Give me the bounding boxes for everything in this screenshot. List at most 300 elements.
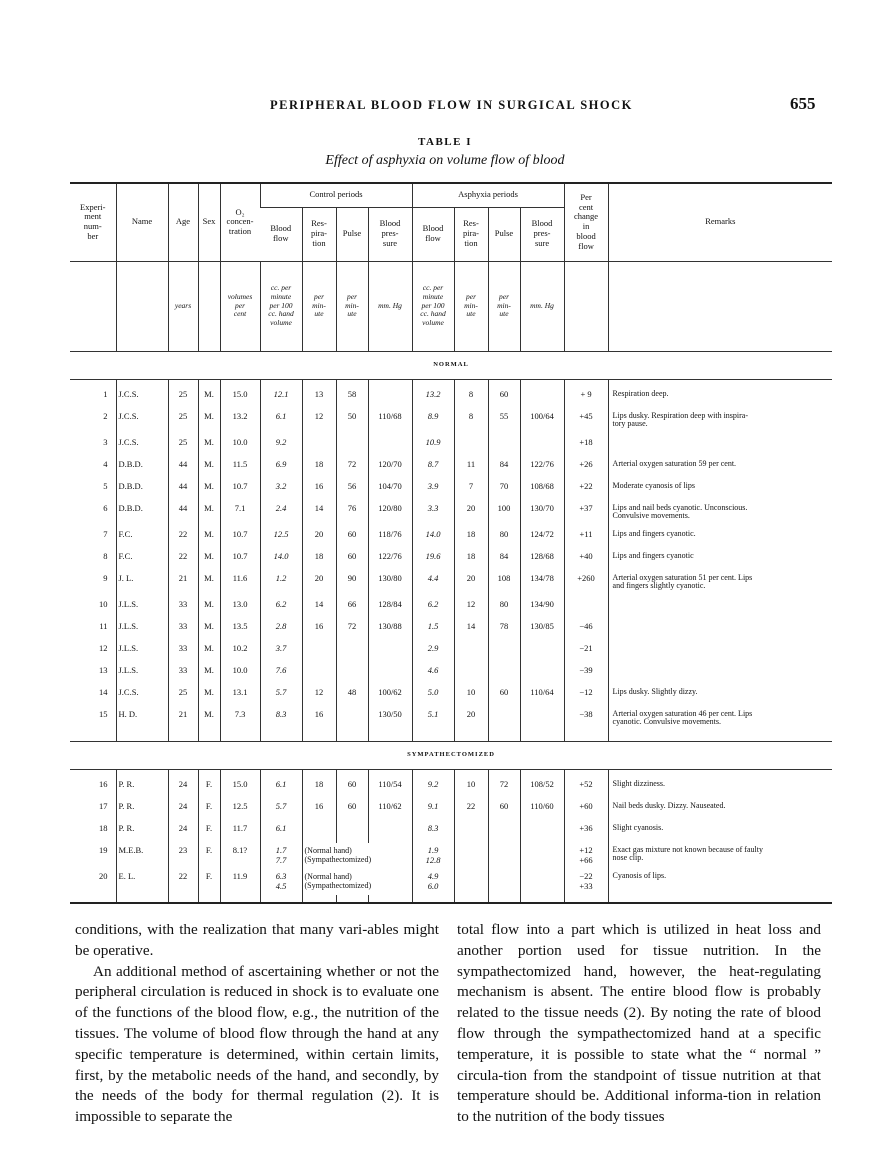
age: 22 [168, 549, 198, 571]
table-row [70, 843, 832, 869]
control-respiration: 18 [302, 457, 336, 479]
spacer [116, 895, 168, 903]
table-row [70, 597, 832, 619]
table-row [70, 387, 832, 409]
subject-name: J.L.S. [116, 641, 168, 663]
control-bp: 130/88 [368, 619, 412, 641]
asphyxia-respiration: 18 [454, 527, 488, 549]
control-respiration: 16 [302, 619, 336, 641]
asphyxia-flow: 3.9 [412, 479, 454, 501]
spacer [520, 895, 564, 903]
unit-age: years [168, 261, 198, 351]
data-table [70, 182, 832, 904]
remarks: Arterial oxygen saturation 51 per cent. Lips and fingers slightly cyanotic. [608, 571, 832, 597]
asphyxia-bp: 130/85 [520, 619, 564, 641]
o2-concentration: 11.6 [220, 571, 260, 597]
asphyxia-pulse: 60 [488, 387, 520, 409]
section-normal [70, 351, 832, 741]
spacer [336, 733, 368, 741]
control-bp: 120/70 [368, 457, 412, 479]
unit-empty [70, 261, 116, 351]
control-flow: 14.0 [260, 549, 302, 571]
body-left-column [75, 920, 439, 1128]
sex: M. [198, 707, 220, 733]
spacer [488, 379, 520, 387]
control-flow: 8.3 [260, 707, 302, 733]
asphyxia-bp: 100/64 [520, 409, 564, 435]
asphyxia-flow: 13.2 [412, 387, 454, 409]
exp-number: 4 [103, 459, 108, 469]
spacer [488, 769, 520, 777]
asphyxia-flow: 8.3 [412, 821, 454, 843]
table-row [70, 685, 832, 707]
asphyxia-bp [520, 821, 564, 843]
sex: F. [198, 843, 220, 869]
exp-number: 17 [99, 801, 108, 811]
age: 44 [168, 479, 198, 501]
age: 33 [168, 641, 198, 663]
table-row [70, 799, 832, 821]
spacer [520, 769, 564, 777]
remarks: Lips and fingers cyanotic. [608, 527, 832, 549]
spacer [168, 733, 198, 741]
percent-change: +260 [564, 571, 608, 597]
running-head: PERIPHERAL BLOOD FLOW IN SURGICAL SHOCK [270, 98, 633, 112]
asphyxia-respiration: 20 [454, 571, 488, 597]
exp-number: 1 [103, 389, 108, 399]
subject-name: J.C.S. [116, 435, 168, 457]
spacer [336, 769, 368, 777]
header-control-resp: Res- pira- tion [302, 207, 336, 261]
age: 22 [168, 527, 198, 549]
control-flow: 6.3 4.5 [260, 869, 302, 895]
asphyxia-respiration: 14 [454, 619, 488, 641]
subject-name: J. L. [116, 571, 168, 597]
subject-name: J.L.S. [116, 663, 168, 685]
asphyxia-pulse: 55 [488, 409, 520, 435]
table-row [70, 869, 832, 895]
subject-name: J.C.S. [116, 409, 168, 435]
table-row [70, 457, 832, 479]
spacer [260, 895, 302, 903]
remarks: Respiration deep. [608, 387, 832, 409]
sex: F. [198, 777, 220, 799]
header-sex: Sex [198, 183, 220, 261]
control-bp [368, 387, 412, 409]
control-respiration: 18 [302, 549, 336, 571]
exp-number: 11 [99, 621, 108, 631]
asphyxia-flow: 5.0 [412, 685, 454, 707]
exp-number: 8 [103, 551, 108, 561]
unit-o2: volumes per cent [220, 261, 260, 351]
o2-concentration: 13.1 [220, 685, 260, 707]
control-respiration: 16 [302, 479, 336, 501]
o2-concentration: 15.0 [220, 387, 260, 409]
asphyxia-respiration: 8 [454, 387, 488, 409]
asphyxia-pulse [488, 843, 520, 869]
spacer [564, 895, 608, 903]
spacer [608, 379, 832, 387]
asphyxia-flow: 2.9 [412, 641, 454, 663]
percent-change: +40 [564, 549, 608, 571]
asphyxia-bp: 130/70 [520, 501, 564, 527]
percent-change [564, 597, 608, 619]
header-asphyxia-pulse: Pulse [488, 207, 520, 261]
asphyxia-bp [520, 869, 564, 895]
subject-name: J.L.S. [116, 619, 168, 641]
age: 25 [168, 387, 198, 409]
control-bp: 122/76 [368, 549, 412, 571]
asphyxia-respiration [454, 663, 488, 685]
control-flow: 3.2 [260, 479, 302, 501]
asphyxia-pulse [488, 435, 520, 457]
exp-number: 16 [99, 779, 108, 789]
subject-name: M.E.B. [116, 843, 168, 869]
control-respiration: 14 [302, 597, 336, 619]
spacer [412, 379, 454, 387]
control-respiration: 12 [302, 685, 336, 707]
header-o2: O₂ concen- tration [220, 183, 260, 261]
asphyxia-flow: 3.3 [412, 501, 454, 527]
spacer [336, 379, 368, 387]
age: 23 [168, 843, 198, 869]
subject-name: F.C. [116, 549, 168, 571]
age: 44 [168, 501, 198, 527]
percent-change: +52 [564, 777, 608, 799]
table-row [70, 619, 832, 641]
remarks: Arterial oxygen saturation 59 per cent. [608, 457, 832, 479]
o2-concentration: 7.1 [220, 501, 260, 527]
control-pulse [336, 435, 368, 457]
exp-number: 3 [103, 437, 108, 447]
spacer [70, 895, 116, 903]
asphyxia-flow: 6.2 [412, 597, 454, 619]
remarks [608, 435, 832, 457]
spacer [116, 379, 168, 387]
spacer [488, 733, 520, 741]
control-flow: 6.2 [260, 597, 302, 619]
subject-name: D.B.D. [116, 501, 168, 527]
spacer [116, 769, 168, 777]
exp-number: 19 [99, 845, 108, 855]
age: 22 [168, 869, 198, 895]
remarks [608, 619, 832, 641]
spacer [454, 769, 488, 777]
table-row [70, 663, 832, 685]
remarks [608, 663, 832, 685]
asphyxia-pulse: 72 [488, 777, 520, 799]
asphyxia-flow: 14.0 [412, 527, 454, 549]
asphyxia-pulse: 80 [488, 597, 520, 619]
exp-number: 6 [103, 503, 108, 513]
asphyxia-respiration: 10 [454, 685, 488, 707]
unit-asphyxia-pulse: per min- ute [488, 261, 520, 351]
asphyxia-bp [520, 435, 564, 457]
remarks: Slight cyanosis. [608, 821, 832, 843]
control-pulse: 60 [336, 549, 368, 571]
asphyxia-bp [520, 387, 564, 409]
spacer [368, 895, 412, 903]
percent-change: +26 [564, 457, 608, 479]
asphyxia-respiration [454, 641, 488, 663]
asphyxia-flow: 5.1 [412, 707, 454, 733]
header-name: Name [116, 183, 168, 261]
header-asphyxia-bp: Blood pres- sure [520, 207, 564, 261]
sex: M. [198, 387, 220, 409]
asphyxia-bp [520, 663, 564, 685]
age: 24 [168, 821, 198, 843]
control-flow: 6.9 [260, 457, 302, 479]
exp-number: 5 [103, 481, 108, 491]
control-flow: 9.2 [260, 435, 302, 457]
asphyxia-respiration: 20 [454, 707, 488, 733]
body-right-column [457, 920, 821, 1128]
control-pulse [336, 641, 368, 663]
table-row [70, 409, 832, 435]
control-flow: 5.7 [260, 685, 302, 707]
spacer [454, 733, 488, 741]
percent-change: −38 [564, 707, 608, 733]
spacer [488, 895, 520, 903]
sex: M. [198, 409, 220, 435]
subject-name: J.C.S. [116, 387, 168, 409]
asphyxia-pulse: 84 [488, 457, 520, 479]
subject-name: H. D. [116, 707, 168, 733]
spacer [168, 769, 198, 777]
remarks: Arterial oxygen saturation 46 per cent. Lips cyanotic. Convulsive movements. [608, 707, 832, 733]
unit-empty [608, 261, 832, 351]
percent-change: +37 [564, 501, 608, 527]
spacer [260, 379, 302, 387]
asphyxia-pulse [488, 821, 520, 843]
age: 21 [168, 707, 198, 733]
age: 44 [168, 457, 198, 479]
table-label: TABLE I [417, 136, 472, 148]
control-respiration: 13 [302, 387, 336, 409]
header-asphyxia-flow: Blood flow [412, 207, 454, 261]
header-control-bp: Blood pres- sure [368, 207, 412, 261]
remarks: Lips dusky. Respiration deep with inspira- tory pause. [608, 409, 832, 435]
age: 24 [168, 799, 198, 821]
control-flow: 12.1 [260, 387, 302, 409]
asphyxia-pulse: 60 [488, 685, 520, 707]
control-flow: 6.1 [260, 409, 302, 435]
asphyxia-respiration [454, 869, 488, 895]
control-respiration: (Normal hand) (Sympathectomized) [302, 869, 412, 895]
asphyxia-pulse [488, 707, 520, 733]
sex: M. [198, 527, 220, 549]
percent-change: + 9 [564, 387, 608, 409]
control-bp: 100/62 [368, 685, 412, 707]
subject-name: F.C. [116, 527, 168, 549]
unit-control-resp: per min- ute [302, 261, 336, 351]
asphyxia-respiration: 20 [454, 501, 488, 527]
header-control-pulse: Pulse [336, 207, 368, 261]
table-row [70, 777, 832, 799]
subject-name: P. R. [116, 777, 168, 799]
header-control-flow: Blood flow [270, 223, 292, 243]
asphyxia-pulse: 80 [488, 527, 520, 549]
unit-control-pulse: per min- ute [336, 261, 368, 351]
asphyxia-bp: 110/60 [520, 799, 564, 821]
table-row [70, 527, 832, 549]
spacer [260, 733, 302, 741]
sex: M. [198, 549, 220, 571]
asphyxia-bp: 128/68 [520, 549, 564, 571]
o2-concentration: 13.2 [220, 409, 260, 435]
control-bp: 128/84 [368, 597, 412, 619]
percent-change: −22 +33 [564, 869, 608, 895]
o2-concentration: 10.7 [220, 479, 260, 501]
sex: M. [198, 685, 220, 707]
percent-change: −12 [564, 685, 608, 707]
spacer [70, 379, 116, 387]
control-flow: 1.7 7.7 [260, 843, 302, 869]
control-pulse: 72 [336, 457, 368, 479]
percent-change: +22 [564, 479, 608, 501]
control-bp [368, 663, 412, 685]
spacer [412, 733, 454, 741]
asphyxia-pulse [488, 641, 520, 663]
control-pulse: 56 [336, 479, 368, 501]
o2-concentration: 10.7 [220, 549, 260, 571]
spacer [70, 769, 116, 777]
remarks: Cyanosis of lips. [608, 869, 832, 895]
control-flow: 2.4 [260, 501, 302, 527]
unit-empty [198, 261, 220, 351]
control-respiration [302, 641, 336, 663]
header-age: Age [168, 183, 198, 261]
percent-change: −46 [564, 619, 608, 641]
percent-change: +45 [564, 409, 608, 435]
control-flow: 6.1 [260, 777, 302, 799]
o2-concentration: 10.0 [220, 435, 260, 457]
subject-name: D.B.D. [116, 479, 168, 501]
spacer [608, 769, 832, 777]
asphyxia-bp: 124/72 [520, 527, 564, 549]
o2-concentration: 13.5 [220, 619, 260, 641]
sex: M. [198, 479, 220, 501]
spacer [302, 895, 336, 903]
control-bp: 130/80 [368, 571, 412, 597]
control-bp: 110/62 [368, 799, 412, 821]
control-pulse: 60 [336, 799, 368, 821]
section-sympathectomized [70, 741, 832, 903]
sex: M. [198, 571, 220, 597]
control-bp [368, 821, 412, 843]
unit-empty [116, 261, 168, 351]
sex: M. [198, 597, 220, 619]
spacer [520, 379, 564, 387]
asphyxia-respiration [454, 843, 488, 869]
asphyxia-flow: 4.9 6.0 [412, 869, 454, 895]
spacer [564, 379, 608, 387]
age: 33 [168, 663, 198, 685]
remarks: Exact gas mixture not known because of faulty nose clip. [608, 843, 832, 869]
control-pulse: 90 [336, 571, 368, 597]
remarks: Slight dizziness. [608, 777, 832, 799]
paragraph: total flow into a part which is utilized in heat loss and another portion used for tissue nutrition. In the sympathectomized hand, however, the heat-regulating mechanism is absent. The entire blood flow is probably related to the tissue needs (2). By noting the rate of blood flow through the sympathectomized hand at a specific temperature, it is possible to state what the “ normal ” circula-tion from the standpoint of tissue nutrition at that temperature should be. Additional informa-tion in relation to the nutrition of the body tissues [457, 921, 821, 1126]
spacer [368, 379, 412, 387]
unit-control-bp: mm. Hg [368, 261, 412, 351]
o2-concentration: 11.7 [220, 821, 260, 843]
control-flow: 3.7 [260, 641, 302, 663]
table-row [70, 571, 832, 597]
sex: M. [198, 435, 220, 457]
asphyxia-respiration: 8 [454, 409, 488, 435]
age: 25 [168, 409, 198, 435]
spacer [220, 769, 260, 777]
o2-concentration: 11.5 [220, 457, 260, 479]
section-title: NORMAL [70, 351, 832, 379]
asphyxia-bp: 108/68 [520, 479, 564, 501]
asphyxia-flow: 9.1 [412, 799, 454, 821]
asphyxia-pulse [488, 869, 520, 895]
control-respiration [302, 821, 336, 843]
control-pulse: 50 [336, 409, 368, 435]
remarks: Lips and fingers cyanotic [608, 549, 832, 571]
asphyxia-respiration: 22 [454, 799, 488, 821]
control-pulse: 48 [336, 685, 368, 707]
spacer [260, 769, 302, 777]
asphyxia-bp [520, 707, 564, 733]
exp-number: 10 [99, 599, 108, 609]
asphyxia-flow: 4.6 [412, 663, 454, 685]
exp-number: 2 [103, 411, 108, 421]
control-pulse [336, 821, 368, 843]
age: 25 [168, 435, 198, 457]
control-respiration: 20 [302, 527, 336, 549]
control-flow: 12.5 [260, 527, 302, 549]
subject-name: P. R. [116, 821, 168, 843]
spacer [198, 769, 220, 777]
spacer [198, 733, 220, 741]
age: 25 [168, 685, 198, 707]
age: 21 [168, 571, 198, 597]
table-row [70, 435, 832, 457]
percent-change: +11 [564, 527, 608, 549]
header-control-periods: Control periods [260, 183, 412, 207]
o2-concentration: 12.5 [220, 799, 260, 821]
control-flow: 2.8 [260, 619, 302, 641]
table-row [70, 549, 832, 571]
sex: M. [198, 501, 220, 527]
control-respiration: 18 [302, 777, 336, 799]
asphyxia-flow: 10.9 [412, 435, 454, 457]
unit-empty [564, 261, 608, 351]
section-title: SYMPATHECTOMIZED [70, 741, 832, 769]
subject-name: P. R. [116, 799, 168, 821]
control-bp [368, 641, 412, 663]
control-respiration: 14 [302, 501, 336, 527]
o2-concentration: 7.3 [220, 707, 260, 733]
table-row [70, 707, 832, 733]
spacer [412, 769, 454, 777]
subject-name: D.B.D. [116, 457, 168, 479]
header-percent-change: Per cent change in blood flow [564, 183, 608, 261]
unit-asphyxia-resp: per min- ute [454, 261, 488, 351]
asphyxia-flow: 1.9 12.8 [412, 843, 454, 869]
remarks: Moderate cyanosis of lips [608, 479, 832, 501]
table-row [70, 501, 832, 527]
spacer [198, 895, 220, 903]
spacer [454, 379, 488, 387]
exp-number: 13 [99, 665, 108, 675]
header-asphyxia-resp: Res- pira- tion [454, 207, 488, 261]
control-respiration [302, 435, 336, 457]
table-row [70, 641, 832, 663]
subject-name: J.L.S. [116, 597, 168, 619]
